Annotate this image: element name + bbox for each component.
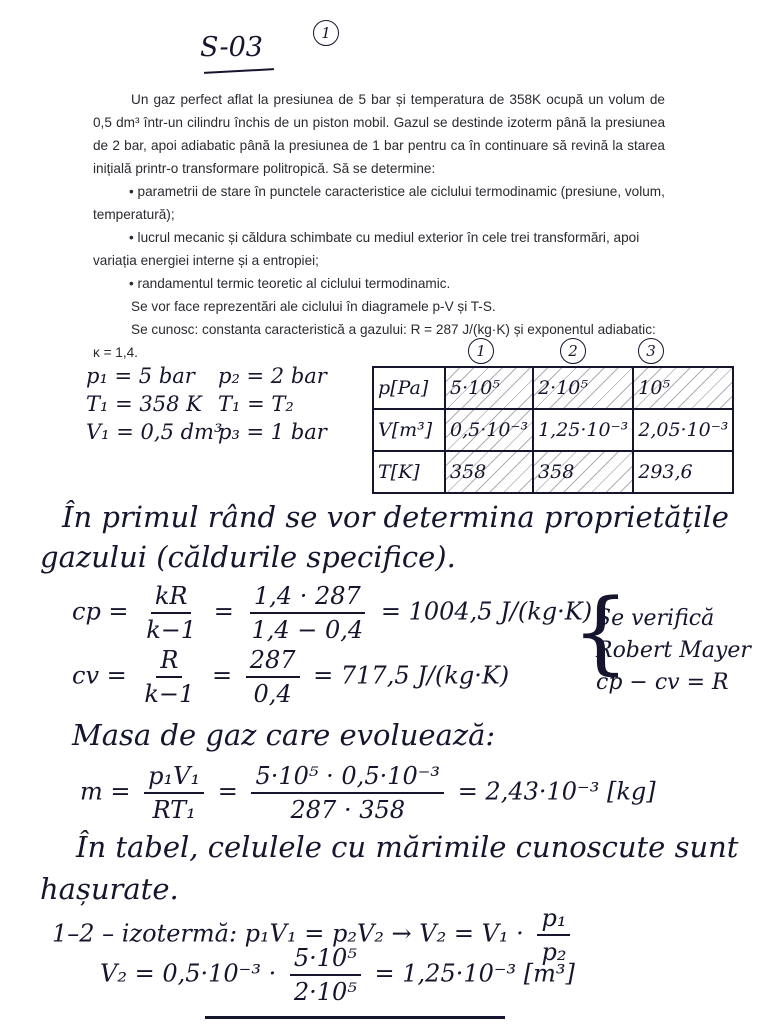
mass-formula: m = $\frac{\text{p₁V₁}}{\text{RT₁}}$ = $\frac{\text{5·10⁵ · 0,5·10⁻³}}{287 \cdot 358}$ = 2,43·10⁻³ [kg] — [80, 762, 656, 824]
table-row — [373, 409, 733, 451]
table-cell: 10⁵ — [633, 367, 733, 409]
intro-line-2: gazului (căldurile specifice). — [40, 540, 456, 574]
cp-label: cp = — [72, 597, 129, 626]
cv-result: = 717,5 J/(kg·K) — [313, 661, 510, 690]
table-cell: 5·10⁵ — [445, 367, 533, 409]
cp-formula: cp = $\frac{kR}{k-1}$ = $\frac{1,4 \cdot 287}{1,4 - 0,4}$ = 1004,5 J/(kg·K) — [72, 582, 593, 644]
mass-heading: Masa de gaz care evoluează: — [72, 718, 496, 752]
problem-code: S-03 — [200, 32, 263, 63]
table-row — [373, 451, 733, 493]
table-cell: 293,6 — [633, 451, 733, 493]
table-cell: 2,05·10⁻³ — [633, 409, 733, 451]
mass-label: m = — [80, 777, 131, 806]
check-line-1: Se verifică — [596, 606, 715, 631]
table-cell: 358 — [445, 451, 533, 493]
table-note-line-2: hașurate. — [40, 872, 179, 906]
curly-brace: { — [572, 580, 630, 685]
row-label: T[K] — [373, 451, 445, 493]
table-cell: 1,25·10⁻³ — [533, 409, 633, 451]
given-t1-eq-t2: T₁ = T₂ — [218, 392, 294, 416]
table-cell: 358 — [533, 451, 633, 493]
table-row — [373, 367, 733, 409]
fraction: $\frac{1,4 \cdot 287}{1,4 - 0,4}$ — [251, 582, 364, 644]
page-number-circled: 1 — [313, 20, 339, 46]
isothermal-relation: 1–2 – izotermă: p₁V₁ = p₂V₂ → V₂ = V₁ · $\frac{\text{p₁}}{\text{p₂}}$ — [52, 904, 576, 966]
row-label: p[Pa] — [373, 367, 445, 409]
table-cell: 2·10⁵ — [533, 367, 633, 409]
fraction: $\frac{287}{0,4}$ — [246, 646, 300, 708]
given-p3: p₃ = 1 bar — [218, 420, 327, 444]
requirement-2: • lucrul mecanic și căldura schimbate cu mediul exterior în cele trei transformări, apoi variația energiei interne și a entropiei; — [93, 226, 665, 272]
fraction: $\frac{\text{5·10⁵}}{\text{2·10⁵}}$ — [290, 944, 361, 1006]
cp-result: = 1004,5 J/(kg·K) — [380, 597, 593, 626]
diagram-request: Se vor face reprezentări ale ciclului în diagramele p-V și T-S. — [131, 299, 496, 314]
v2-result: = 1,25·10⁻³ [m³] — [374, 959, 575, 988]
check-line-3: cp − cv = R — [596, 670, 729, 695]
title-underline — [204, 68, 274, 74]
given-p1: p₁ = 5 bar — [86, 364, 195, 388]
known-constants: Se cunosc: constanta caracteristică a gazului: R = 287 J/(kg·K) și exponentul adiabatic: κ = 1,4. — [93, 322, 656, 360]
intro-line-1: În primul rând se vor determina proprietățile — [62, 500, 729, 534]
cv-label: cv = — [72, 661, 127, 690]
requirement-1: • parametrii de stare în punctele caracteristice ale ciclului termodinamic (presiune, volum, temperatură); — [93, 180, 665, 226]
fraction: $\frac{R}{k-1}$ — [144, 646, 195, 708]
state-parameters-table — [372, 366, 734, 494]
check-line-2: Robert Mayer — [596, 638, 751, 663]
problem-intro: Un gaz perfect aflat la presiunea de 5 bar și temperatura de 358K ocupă un volum de 0,5 dm³ într-un cilindru închis de un piston mobil. Gazul se destinde izoterm până la presiunea de 2 bar, apoi adiabatic până la presiunea de 1 bar pentru ca în continuare să revină la starea inițială printr-o transformare politropică. Să se determine: — [93, 92, 665, 176]
problem-statement — [93, 88, 665, 364]
state-3-marker: 3 — [638, 338, 664, 364]
given-p2: p₂ = 2 bar — [218, 364, 327, 388]
given-t1: T₁ = 358 K — [86, 392, 202, 416]
given-v1: V₁ = 0,5 dm³ — [86, 420, 223, 444]
requirement-3: • randamentul termic teoretic al ciclului termodinamic. — [93, 272, 665, 295]
row-label: V[m³] — [373, 409, 445, 451]
page-bottom-mark — [205, 1016, 505, 1019]
state-1-marker: 1 — [468, 338, 494, 364]
mass-result: = 2,43·10⁻³ [kg] — [457, 777, 656, 806]
fraction: $\frac{\text{p₁V₁}}{\text{RT₁}}$ — [144, 762, 204, 824]
v2-calculation: V₂ = 0,5·10⁻³ · $\frac{\text{5·10⁵}}{\text{2·10⁵}}$ = 1,25·10⁻³ [m³] — [100, 944, 575, 1006]
fraction: $\frac{\text{p₁}}{\text{p₂}}$ — [537, 904, 570, 966]
table-note-line-1: În tabel, celulele cu mărimile cunoscute sunt — [76, 830, 739, 864]
table-cell: 0,5·10⁻³ — [445, 409, 533, 451]
fraction: $\frac{\text{5·10⁵ · 0,5·10⁻³}}{287 \cdot 358}$ — [251, 762, 444, 824]
cv-formula: cv = $\frac{R}{k-1}$ = $\frac{287}{0,4}$ = 717,5 J/(kg·K) — [72, 646, 510, 708]
state-2-marker: 2 — [560, 338, 586, 364]
fraction: $\frac{kR}{k-1}$ — [146, 582, 197, 644]
